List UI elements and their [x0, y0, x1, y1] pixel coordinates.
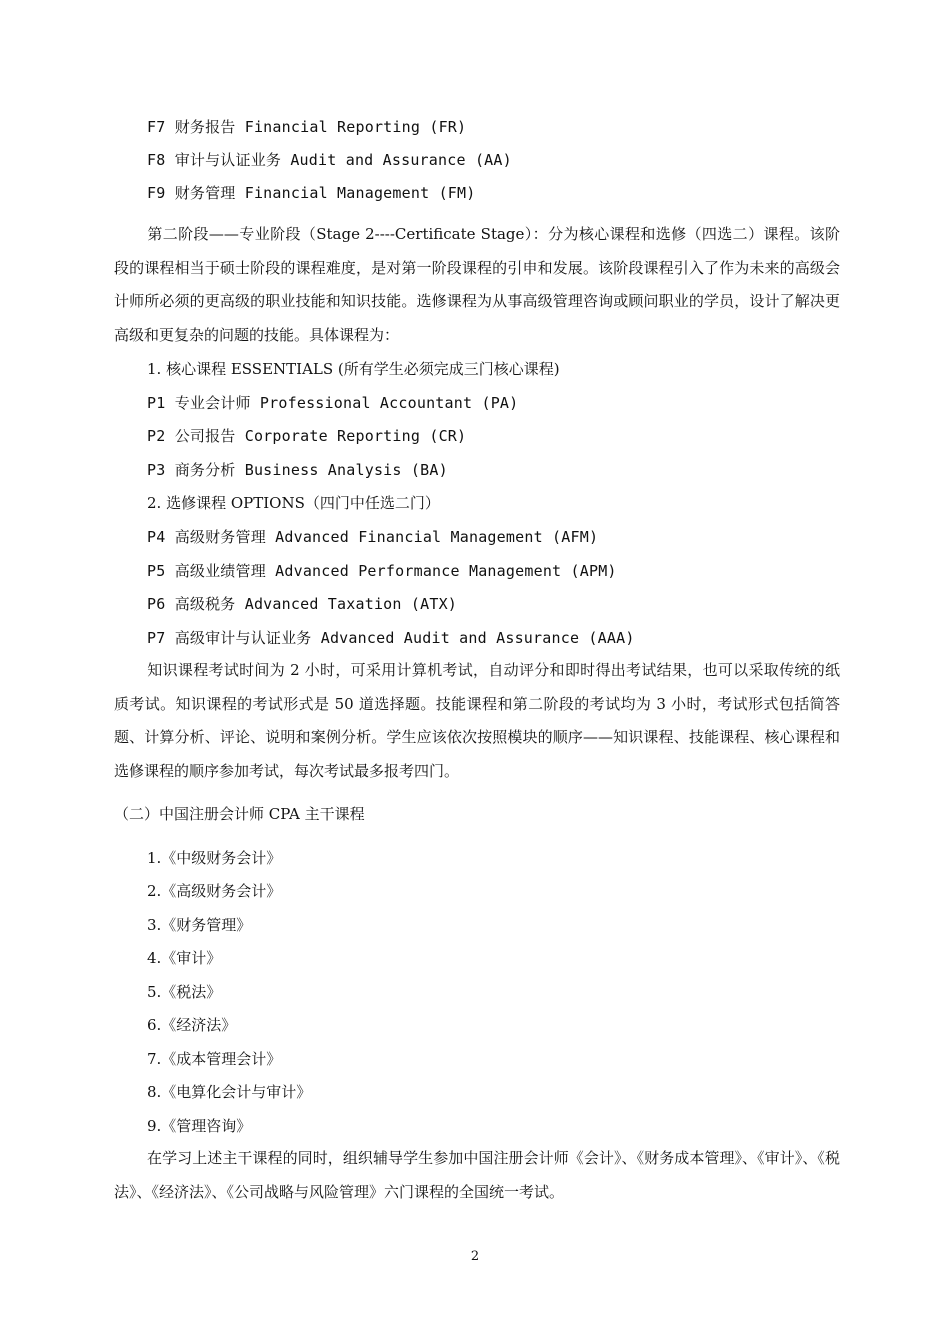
final-paragraph-text: 在学习上述主干课程的同时，组织辅导学生参加中国注册会计师《会计》、《财务成本管理》、《审计》、《税法》、《经济法》、《公司战略与风险管理》六门课程的全国统一考试。: [114, 1149, 840, 1201]
course-p6: P6 高级税务 Advanced Taxation (ATX): [147, 595, 458, 613]
options-heading: 2. 选修课程 OPTIONS（四门中任选二门）: [147, 494, 440, 512]
course-p5: P5 高级业绩管理 Advanced Performance Management (APM): [147, 562, 617, 580]
cpa-course-4: 4.《审计》: [147, 949, 222, 967]
stage2-paragraph: [114, 218, 840, 352]
course-f7: F7 财务报告 Financial Reporting (FR): [147, 118, 467, 136]
cpa-course-8: 8.《电算化会计与审计》: [147, 1083, 312, 1101]
course-p1: P1 专业会计师 Professional Accountant (PA): [147, 394, 519, 412]
stage2-paragraph-text: 第二阶段——专业阶段（Stage 2----Certificate Stage）：分为核心课程和选修（四选二）课程。该阶段的课程相当于硕士阶段的课程难度，是对第一阶段课程的引申和发展。该阶段课程引入了作为未来的高级会计师所必须的更高级的职业技能和知识技能。选修课程为从事高级管理咨询或顾问职业的学员，设计了解决更高级和更复杂的问题的技能。具体课程为：: [114, 225, 840, 344]
core-courses-heading: 1. 核心课程 ESSENTIALS (所有学生必须完成三门核心课程): [147, 360, 560, 378]
cpa-course-2: 2.《高级财务会计》: [147, 882, 282, 900]
cpa-course-9: 9.《管理咨询》: [147, 1117, 252, 1135]
course-p3: P3 商务分析 Business Analysis (BA): [147, 461, 448, 479]
course-f9: F9 财务管理 Financial Management (FM): [147, 184, 476, 202]
course-p7: P7 高级审计与认证业务 Advanced Audit and Assurance (AAA): [147, 629, 635, 647]
cpa-course-6: 6.《经济法》: [147, 1016, 237, 1034]
exam-paragraph: [114, 654, 840, 788]
final-paragraph: [114, 1142, 840, 1209]
course-p4: P4 高级财务管理 Advanced Financial Management (AFM): [147, 528, 599, 546]
page-number: 2: [470, 1249, 480, 1264]
cpa-course-5: 5.《税法》: [147, 983, 222, 1001]
cpa-section-heading: （二）中国注册会计师 CPA 主干课程: [114, 805, 365, 823]
exam-paragraph-text: 知识课程考试时间为 2 小时，可采用计算机考试，自动评分和即时得出考试结果，也可以采取传统的纸质考试。知识课程的考试形式是 50 道选择题。技能课程和第二阶段的考试均为 3 小时，考试形式包括简答题、计算分析、评论、说明和案例分析。学生应该依次按照模块的顺序——知识课程、技能课程、核心课程和选修课程的顺序参加考试，每次考试最多报考四门。: [114, 661, 840, 780]
course-p2: P2 公司报告 Corporate Reporting (CR): [147, 427, 467, 445]
course-f8: F8 审计与认证业务 Audit and Assurance (AA): [147, 151, 512, 169]
cpa-course-1: 1.《中级财务会计》: [147, 849, 282, 867]
cpa-course-3: 3.《财务管理》: [147, 916, 252, 934]
cpa-course-7: 7.《成本管理会计》: [147, 1050, 282, 1068]
